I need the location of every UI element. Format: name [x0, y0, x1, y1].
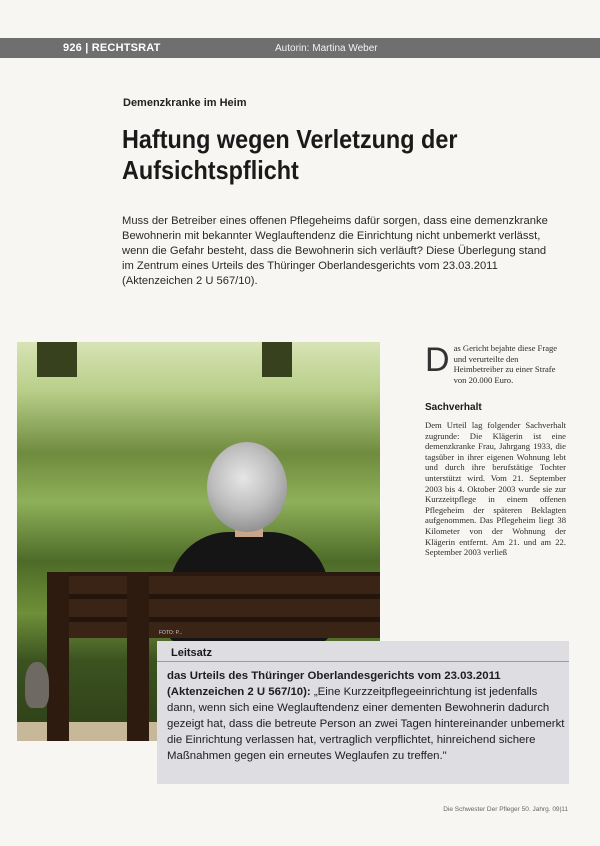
header-bar — [0, 38, 600, 58]
intro-paragraph — [425, 343, 566, 385]
intro-text: as Gericht bejahte diese Frage und verurteilte den Heimbetreiber zu einer Strafe von 20.000 Euro. — [453, 343, 558, 385]
bench-back — [47, 572, 380, 638]
article-headline: Haftung wegen Verletzung der Aufsichtspflicht — [122, 124, 458, 185]
bench-slat — [47, 594, 380, 599]
tree-trunk — [262, 342, 292, 377]
dropcap: D — [425, 341, 450, 379]
leitsatz-text — [167, 668, 565, 764]
tree-trunk — [37, 342, 77, 377]
bench-leg — [127, 572, 149, 741]
bench-slat — [47, 617, 380, 622]
leitsatz-title: Leitsatz — [171, 647, 212, 659]
section-heading: Sachverhalt — [425, 402, 482, 413]
author-label: Autorin: Martina Weber — [275, 42, 378, 54]
leitsatz-divider — [157, 661, 569, 662]
page-footer: Die Schwester Der Pfleger 50. Jahrg. 09|11 — [443, 806, 568, 813]
bench-leg — [47, 572, 69, 741]
leitsatz-quote: „Eine Kurzzeitpflegeeinrichtung ist jedenfalls dann, wenn sich eine Weglauftendenz einer dementen Bewohnerin dadurch gezeigt hat, dass die betreute Person an zwei Tagen hintereinander unbemerkt die Einrichtung verlassen hat, vertraglich verpflichtet, hinreichend sichere Maßnahmen gegen ein erneutes Weglaufen zu treffen." — [167, 686, 565, 762]
article-kicker: Demenzkranke im Heim — [123, 97, 247, 109]
person-head — [207, 442, 287, 532]
leitsatz-source: das Urteils des Thüringer Oberlandesgerichts vom 23.03.2011 (Aktenzeichen 2 U 567/10): — [167, 670, 501, 698]
section-label: 926 | RECHTSRAT — [63, 42, 161, 54]
article-lead: Muss der Betreiber eines offenen Pflegeheims dafür sorgen, dass eine demenzkranke Bewohnerin mit bekannter Weglauftendenz die Einrichtung nicht unbemerkt verlässt, wenn die Gefahr besteht, dass die Bewohnerin sich verläuft? Diese Überlegung stand im Zentrum eines Urteils des Thüringer Oberlandesgerichts vom 23.03.2011 (Aktenzeichen 2 U 567/10). — [122, 215, 548, 287]
photo-credit: FOTO: P... — [159, 630, 183, 636]
pigeon — [25, 662, 49, 708]
body-paragraph: Dem Urteil lag folgender Sachverhalt zugrunde: Die Klägerin ist eine demenzkranke Frau, Jahrgang 1933, die tagsüber in ihrer eigenen Wohnung lebt und durch ihre berufstätige Tochter unterstützt wird. Vom 21. September 2003 bis 4. Oktober 2003 wurde sie zur Kurzzeitpflege in einem offenen Pflegeheim der späteren Beklagten aufgenommen. Das Pflegeheim liegt 38 Kilometer von der Wohnung der Klägerin entfernt. Am 21. und am 22. September 2003 verließ — [425, 420, 566, 558]
